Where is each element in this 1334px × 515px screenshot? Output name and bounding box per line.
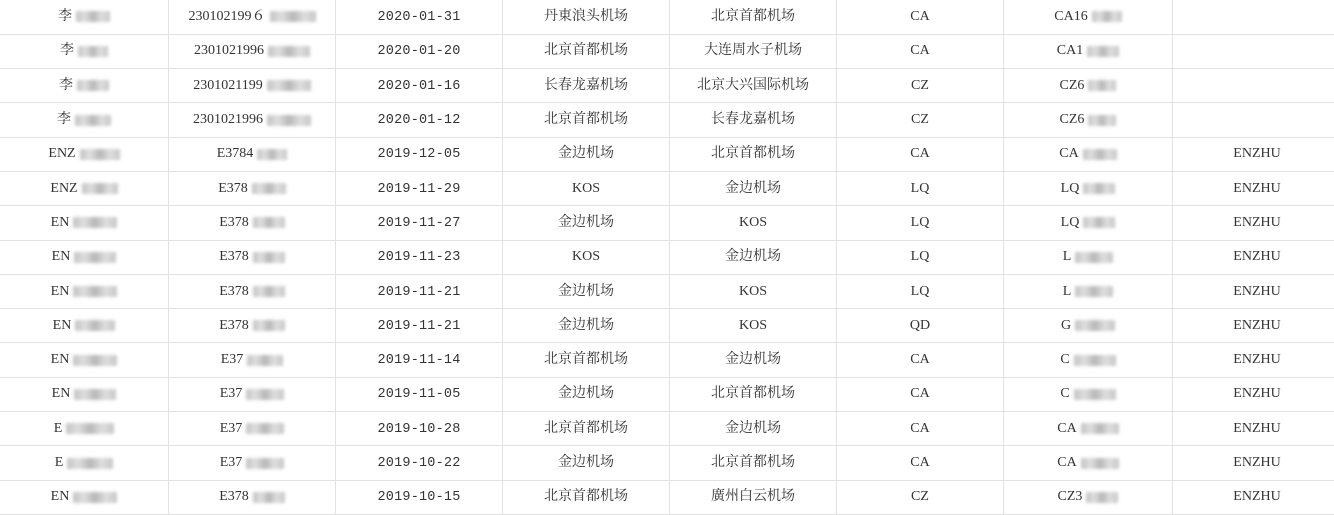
cell-name-text: 李 (59, 79, 73, 93)
cell-arrival-text: 北京首都机场 (711, 456, 795, 470)
redaction-block (75, 115, 111, 126)
cell-date (336, 69, 503, 103)
cell-date-text: 2020-01-20 (377, 45, 460, 59)
cell-airline (837, 137, 1004, 171)
cell-id-text: E378 (219, 285, 249, 299)
cell-name (0, 137, 169, 171)
cell-arrival (670, 206, 837, 240)
cell-date (336, 240, 503, 274)
cell-departure-text: 长春龙嘉机场 (544, 79, 628, 93)
cell-flight-text: LQ (1061, 216, 1080, 230)
cell-airline (837, 377, 1004, 411)
cell-airline-text: LQ (911, 182, 930, 196)
cell-id-text: E3784 (217, 147, 254, 161)
cell-departure (503, 34, 670, 68)
cell-flight (1004, 34, 1173, 68)
cell-arrival-text: 北京首都机场 (711, 10, 795, 24)
cell-flight-text: L (1063, 250, 1072, 264)
cell-date (336, 34, 503, 68)
cell-flight (1004, 446, 1173, 480)
table-row[interactable] (0, 137, 1334, 171)
cell-arrival (670, 343, 837, 377)
table-row[interactable] (0, 446, 1334, 480)
redaction-block (73, 492, 117, 503)
cell-name-text: EN (51, 285, 70, 299)
cell-flight (1004, 0, 1173, 34)
cell-id (169, 343, 336, 377)
cell-name-text: E (54, 422, 63, 436)
cell-arrival (670, 446, 837, 480)
redaction-block (246, 389, 284, 400)
cell-name (0, 480, 169, 514)
table-row[interactable] (0, 412, 1334, 446)
table-row[interactable] (0, 309, 1334, 343)
table-row[interactable] (0, 377, 1334, 411)
cell-departure (503, 103, 670, 137)
redaction-block (76, 11, 110, 22)
cell-id-text: E37 (220, 387, 243, 401)
cell-agent-text: ENZHU (1233, 490, 1280, 504)
cell-arrival (670, 69, 837, 103)
cell-departure-text: 北京首都机场 (544, 353, 628, 367)
table-row[interactable] (0, 240, 1334, 274)
cell-id-text: 2301021199 (193, 79, 262, 93)
cell-arrival-text: KOS (739, 285, 767, 299)
cell-departure-text: 北京首都机场 (544, 44, 628, 58)
cell-departure (503, 206, 670, 240)
cell-id (169, 206, 336, 240)
cell-date-text: 2019-10-28 (377, 423, 460, 437)
cell-date (336, 137, 503, 171)
cell-name (0, 206, 169, 240)
table-row[interactable] (0, 274, 1334, 308)
cell-date-text: 2019-11-27 (377, 217, 460, 231)
table-row[interactable] (0, 171, 1334, 205)
cell-name (0, 171, 169, 205)
cell-airline-text: CA (910, 456, 929, 470)
cell-flight-text: CZ3 (1058, 490, 1083, 504)
cell-arrival (670, 480, 837, 514)
table-row[interactable] (0, 103, 1334, 137)
cell-departure (503, 274, 670, 308)
cell-name-text: EN (53, 319, 72, 333)
redaction-block (1088, 115, 1116, 126)
cell-departure-text: 金边机场 (558, 216, 614, 230)
cell-date (336, 0, 503, 34)
cell-arrival (670, 137, 837, 171)
cell-id (169, 34, 336, 68)
cell-flight (1004, 206, 1173, 240)
cell-agent (1173, 137, 1334, 171)
table-row[interactable] (0, 480, 1334, 514)
cell-agent (1173, 480, 1334, 514)
table-row[interactable] (0, 343, 1334, 377)
cell-date (336, 103, 503, 137)
cell-name (0, 309, 169, 343)
redaction-block (267, 115, 311, 126)
cell-arrival (670, 171, 837, 205)
redaction-block (253, 217, 285, 228)
cell-id-text: E37 (220, 422, 243, 436)
cell-airline-text: CA (910, 147, 929, 161)
cell-airline (837, 480, 1004, 514)
cell-airline-text: CA (910, 422, 929, 436)
cell-agent (1173, 34, 1334, 68)
cell-id (169, 103, 336, 137)
redaction-block (1075, 252, 1113, 263)
cell-airline-text: CA (910, 10, 929, 24)
cell-departure-text: 金边机场 (558, 387, 614, 401)
redaction-block (252, 183, 286, 194)
cell-name-text: 李 (58, 10, 72, 24)
cell-agent (1173, 412, 1334, 446)
redaction-block (1087, 46, 1119, 57)
cell-id-text: E37 (220, 456, 243, 470)
cell-airline-text: CA (910, 387, 929, 401)
cell-name (0, 34, 169, 68)
cell-name (0, 240, 169, 274)
redaction-block (74, 252, 116, 263)
cell-agent (1173, 0, 1334, 34)
cell-name-text: ENZ (48, 147, 75, 161)
cell-flight (1004, 309, 1173, 343)
redaction-block (246, 423, 284, 434)
redaction-block (253, 492, 285, 503)
cell-date (336, 309, 503, 343)
cell-departure (503, 446, 670, 480)
cell-name (0, 69, 169, 103)
cell-agent (1173, 377, 1334, 411)
cell-name (0, 0, 169, 34)
cell-arrival (670, 103, 837, 137)
cell-flight (1004, 412, 1173, 446)
cell-id (169, 377, 336, 411)
cell-flight (1004, 480, 1173, 514)
cell-agent (1173, 171, 1334, 205)
cell-name-text: 李 (60, 44, 74, 58)
cell-name-text: 李 (57, 113, 71, 127)
cell-airline (837, 343, 1004, 377)
cell-departure (503, 480, 670, 514)
redaction-block (1083, 183, 1115, 194)
cell-flight (1004, 240, 1173, 274)
cell-departure (503, 412, 670, 446)
cell-flight-text: G (1061, 319, 1071, 333)
cell-airline (837, 69, 1004, 103)
cell-agent-text: ENZHU (1233, 182, 1280, 196)
cell-name-text: EN (51, 490, 70, 504)
cell-arrival-text: 北京首都机场 (711, 147, 795, 161)
cell-airline-text: CZ (911, 113, 929, 127)
cell-airline (837, 412, 1004, 446)
cell-date-text: 2019-11-21 (377, 320, 460, 334)
cell-arrival (670, 0, 837, 34)
cell-agent-text: ENZHU (1233, 250, 1280, 264)
cell-id-text: 2301021996 (193, 113, 263, 127)
cell-date (336, 446, 503, 480)
cell-departure-text: 金边机场 (558, 319, 614, 333)
cell-name-text: E (55, 456, 64, 470)
cell-agent (1173, 206, 1334, 240)
cell-date (336, 480, 503, 514)
cell-arrival (670, 309, 837, 343)
cell-airline (837, 0, 1004, 34)
cell-arrival (670, 274, 837, 308)
cell-name (0, 103, 169, 137)
cell-flight-text: CA (1057, 422, 1076, 436)
cell-arrival (670, 412, 837, 446)
redaction-block (1083, 149, 1117, 160)
redaction-block (82, 183, 118, 194)
redaction-block (246, 458, 284, 469)
redaction-block (77, 80, 109, 91)
cell-agent-text: ENZHU (1233, 319, 1280, 333)
redaction-block (78, 46, 108, 57)
redaction-block (247, 355, 283, 366)
cell-date (336, 171, 503, 205)
cell-arrival-text: 金边机场 (725, 422, 781, 436)
cell-departure-text: 丹東浪头机场 (544, 10, 628, 24)
cell-flight-text: CZ6 (1060, 113, 1085, 127)
cell-flight (1004, 343, 1173, 377)
cell-date-text: 2019-11-23 (377, 251, 460, 265)
redaction-block (66, 423, 114, 434)
cell-departure-text: 北京首都机场 (544, 490, 628, 504)
redaction-block (1074, 389, 1116, 400)
redaction-block (267, 80, 311, 91)
cell-flight-text: LQ (1061, 182, 1080, 196)
cell-agent-text: ENZHU (1233, 147, 1280, 161)
cell-name-text: ENZ (50, 182, 77, 196)
redaction-block (253, 320, 285, 331)
cell-departure (503, 0, 670, 34)
cell-flight (1004, 171, 1173, 205)
cell-departure (503, 377, 670, 411)
cell-id-text: E378 (219, 250, 249, 264)
cell-name-text: EN (51, 353, 70, 367)
cell-airline (837, 240, 1004, 274)
cell-date-text: 2020-01-12 (377, 114, 460, 128)
cell-airline-text: LQ (911, 216, 930, 230)
table-row[interactable] (0, 69, 1334, 103)
redaction-block (1081, 458, 1119, 469)
cell-name-text: EN (52, 250, 71, 264)
cell-date-text: 2019-10-22 (377, 457, 460, 471)
redaction-block (270, 11, 316, 22)
cell-agent (1173, 343, 1334, 377)
cell-arrival-text: 长春龙嘉机场 (711, 113, 795, 127)
redaction-block (1081, 423, 1119, 434)
cell-date-text: 2019-11-14 (377, 354, 460, 368)
cell-date-text: 2019-12-05 (377, 148, 460, 162)
cell-date (336, 206, 503, 240)
redaction-block (268, 46, 310, 57)
cell-airline (837, 171, 1004, 205)
cell-flight-text: C (1060, 387, 1069, 401)
cell-date-text: 2019-11-29 (377, 183, 460, 197)
cell-id-text: E378 (218, 182, 248, 196)
cell-id (169, 240, 336, 274)
cell-flight (1004, 137, 1173, 171)
cell-arrival-text: 大连周水子机场 (704, 44, 802, 58)
cell-airline-text: CZ (911, 79, 929, 93)
redaction-block (1088, 80, 1116, 91)
cell-airline-text: CZ (911, 490, 929, 504)
cell-airline (837, 309, 1004, 343)
cell-agent-text: ENZHU (1233, 216, 1280, 230)
cell-agent (1173, 240, 1334, 274)
redaction-block (1074, 355, 1116, 366)
cell-airline-text: CA (910, 353, 929, 367)
redaction-block (1075, 286, 1113, 297)
cell-flight (1004, 274, 1173, 308)
cell-agent (1173, 309, 1334, 343)
cell-agent-text: ENZHU (1233, 387, 1280, 401)
cell-name (0, 274, 169, 308)
cell-departure-text: 北京首都机场 (544, 422, 628, 436)
redaction-block (75, 320, 115, 331)
cell-flight-text: L (1063, 285, 1072, 299)
cell-date-text: 2020-01-31 (377, 11, 460, 25)
cell-arrival-text: 金边机场 (725, 250, 781, 264)
cell-departure-text: 金边机场 (558, 456, 614, 470)
cell-date (336, 343, 503, 377)
cell-id-text: E378 (219, 490, 249, 504)
cell-name-text: EN (52, 387, 71, 401)
cell-name (0, 446, 169, 480)
cell-date (336, 274, 503, 308)
redaction-block (253, 286, 285, 297)
redaction-block (1092, 11, 1122, 22)
cell-flight-text: CA (1057, 456, 1076, 470)
cell-flight-text: CA1 (1057, 44, 1083, 58)
cell-departure-text: 金边机场 (558, 147, 614, 161)
cell-departure-text: KOS (572, 250, 600, 264)
cell-date (336, 377, 503, 411)
cell-id (169, 480, 336, 514)
redaction-block (1083, 217, 1115, 228)
cell-arrival (670, 240, 837, 274)
cell-id (169, 412, 336, 446)
cell-flight (1004, 103, 1173, 137)
cell-id (169, 309, 336, 343)
table-row[interactable] (0, 206, 1334, 240)
cell-agent (1173, 446, 1334, 480)
cell-agent-text: ENZHU (1233, 285, 1280, 299)
cell-flight-text: CA16 (1054, 10, 1087, 24)
cell-id-text: E378 (219, 216, 249, 230)
redaction-block (253, 252, 285, 263)
cell-flight-text: CA (1059, 147, 1078, 161)
cell-arrival (670, 34, 837, 68)
cell-airline (837, 446, 1004, 480)
redaction-block (67, 458, 113, 469)
redaction-block (74, 389, 116, 400)
cell-id-text: 230102199６ (189, 10, 266, 24)
cell-name (0, 377, 169, 411)
cell-id (169, 69, 336, 103)
cell-agent-text: ENZHU (1233, 353, 1280, 367)
cell-id (169, 137, 336, 171)
cell-agent (1173, 69, 1334, 103)
redaction-block (73, 286, 117, 297)
cell-flight-text: C (1060, 353, 1069, 367)
cell-flight (1004, 377, 1173, 411)
cell-date-text: 2020-01-16 (377, 80, 460, 94)
redaction-block (73, 355, 117, 366)
cell-airline-text: LQ (911, 250, 930, 264)
cell-departure (503, 240, 670, 274)
cell-departure (503, 343, 670, 377)
cell-agent (1173, 274, 1334, 308)
cell-id-text: 2301021996 (194, 44, 264, 58)
cell-arrival-text: 金边机场 (725, 353, 781, 367)
cell-id-text: E378 (219, 319, 249, 333)
cell-id (169, 446, 336, 480)
cell-flight (1004, 69, 1173, 103)
cell-name (0, 343, 169, 377)
cell-id (169, 0, 336, 34)
cell-arrival-text: KOS (739, 216, 767, 230)
cell-airline (837, 103, 1004, 137)
cell-departure (503, 137, 670, 171)
cell-id-text: E37 (221, 353, 244, 367)
cell-departure-text: 金边机场 (558, 285, 614, 299)
cell-departure-text: 北京首都机场 (544, 113, 628, 127)
cell-name-text: EN (51, 216, 70, 230)
cell-airline (837, 274, 1004, 308)
redaction-block (1075, 320, 1115, 331)
cell-arrival-text: 北京首都机场 (711, 387, 795, 401)
cell-airline (837, 206, 1004, 240)
cell-airline-text: QD (910, 319, 930, 333)
cell-arrival-text: 廣州白云机场 (711, 490, 795, 504)
cell-arrival-text: 金边机场 (725, 182, 781, 196)
cell-date-text: 2019-11-21 (377, 286, 460, 300)
cell-departure (503, 171, 670, 205)
cell-flight-text: CZ6 (1060, 79, 1085, 93)
cell-arrival-text: 北京大兴国际机场 (697, 79, 809, 93)
cell-arrival (670, 377, 837, 411)
table-row[interactable] (0, 34, 1334, 68)
cell-departure (503, 69, 670, 103)
cell-departure (503, 309, 670, 343)
cell-agent-text: ENZHU (1233, 456, 1280, 470)
cell-agent (1173, 103, 1334, 137)
cell-date-text: 2019-10-15 (377, 491, 460, 505)
cell-id (169, 171, 336, 205)
cell-arrival-text: KOS (739, 319, 767, 333)
cell-airline-text: LQ (911, 285, 930, 299)
redaction-block (73, 217, 117, 228)
redaction-block (1086, 492, 1118, 503)
cell-date (336, 412, 503, 446)
cell-id (169, 274, 336, 308)
cell-date-text: 2019-11-05 (377, 388, 460, 402)
table-row[interactable] (0, 0, 1334, 34)
cell-departure-text: KOS (572, 182, 600, 196)
redaction-block (257, 149, 287, 160)
cell-name (0, 412, 169, 446)
cell-airline (837, 34, 1004, 68)
redaction-block (80, 149, 120, 160)
cell-agent-text: ENZHU (1233, 422, 1280, 436)
cell-airline-text: CA (910, 44, 929, 58)
